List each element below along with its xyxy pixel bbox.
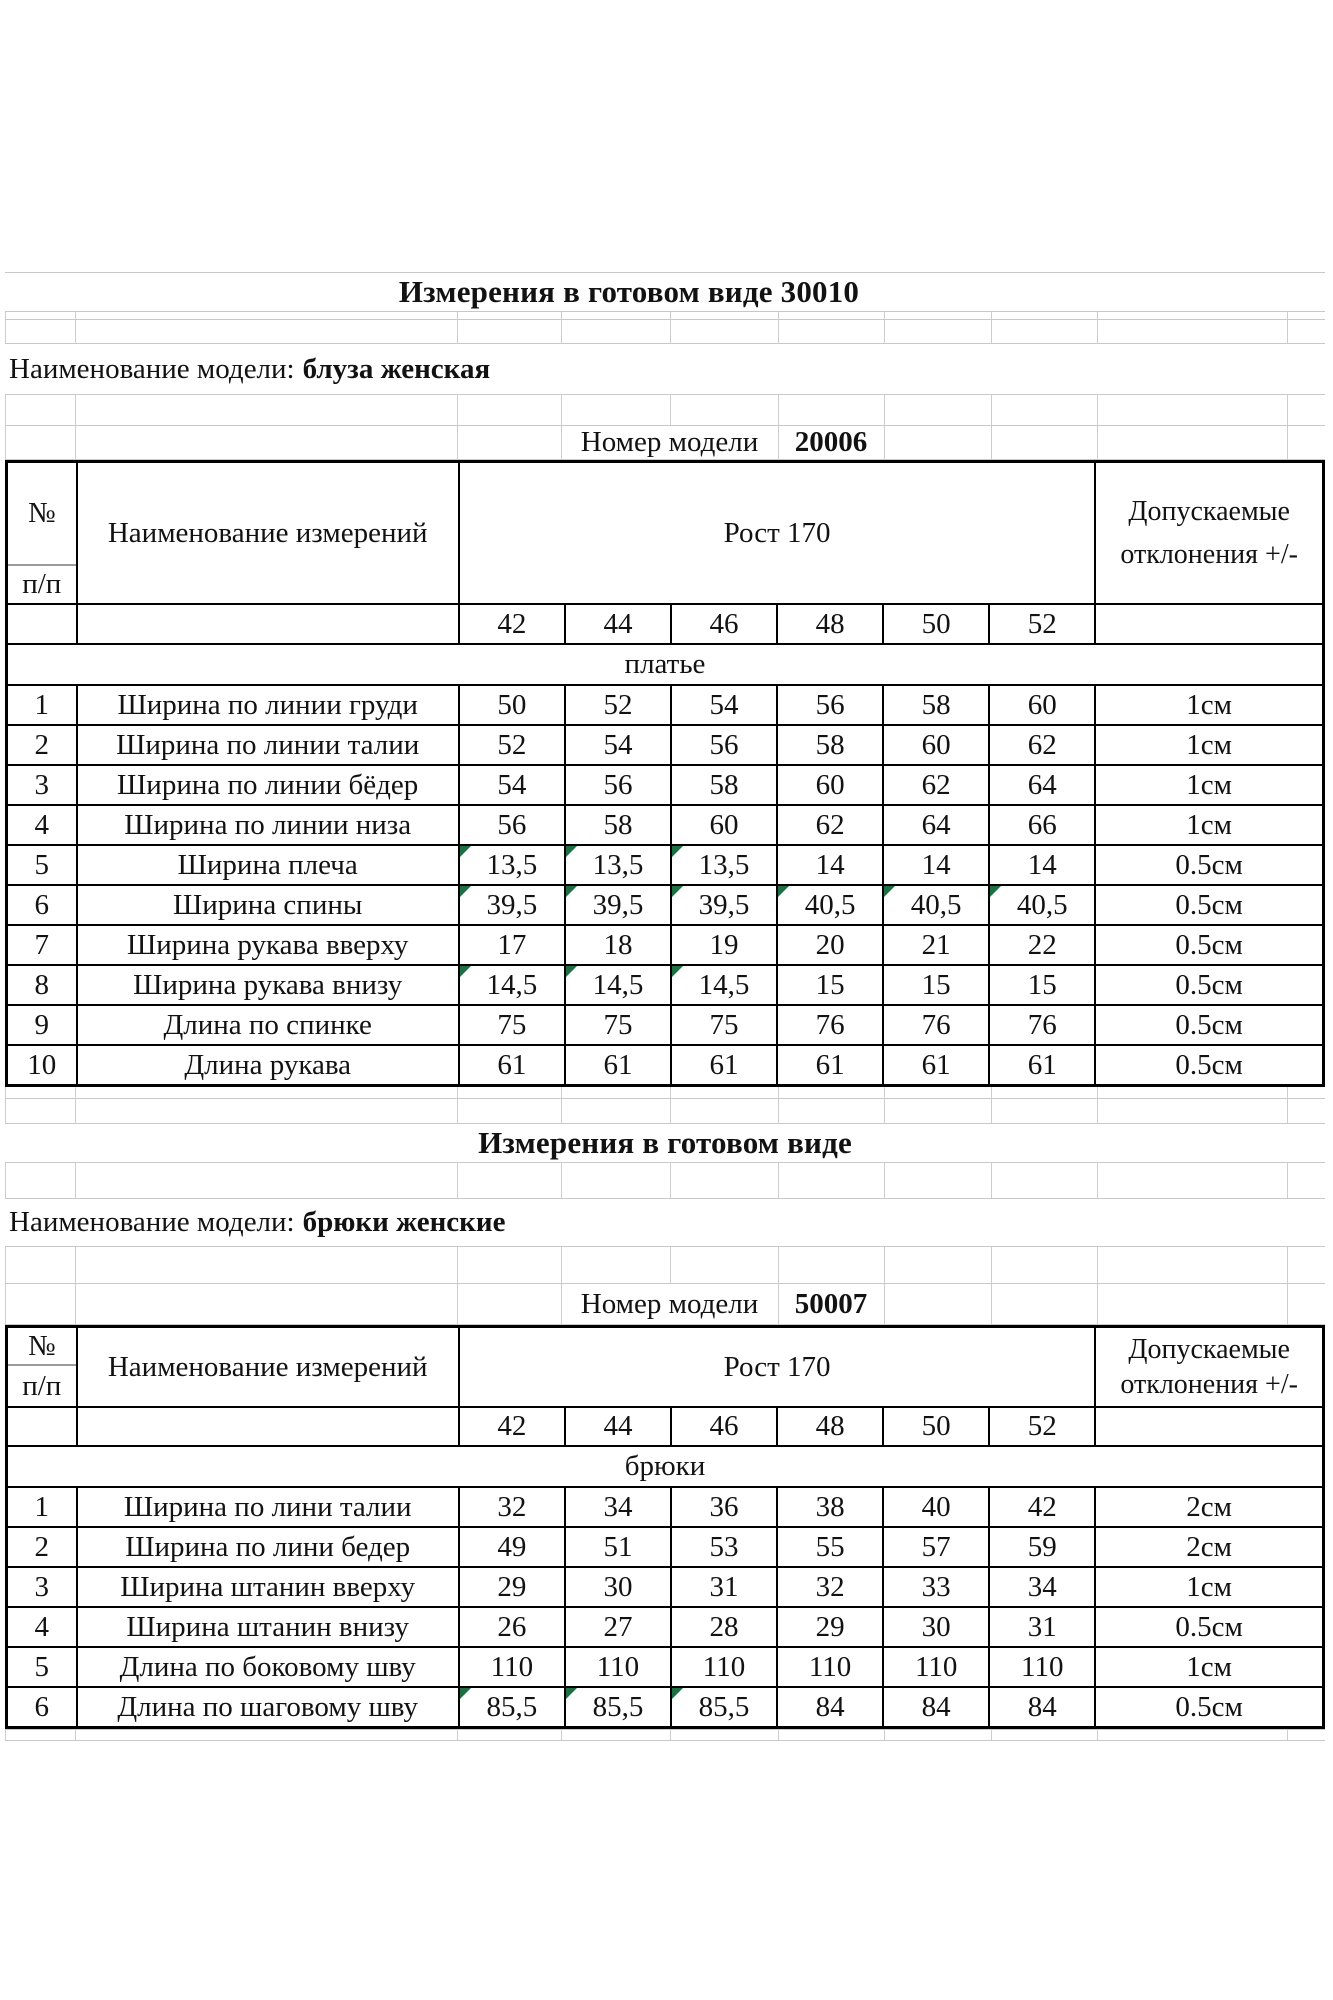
size-value: 59 xyxy=(989,1527,1095,1567)
row-number: 5 xyxy=(7,845,77,885)
size-value: 58 xyxy=(565,805,671,845)
measurement-name-header: Наименование измерений xyxy=(77,1327,459,1408)
num-pp: п/п xyxy=(22,1370,62,1403)
measurement-row xyxy=(7,845,1324,885)
tolerance-value: 1см xyxy=(1095,1567,1323,1607)
measurement-row xyxy=(7,965,1324,1005)
sizes-row xyxy=(7,1407,1324,1446)
size-value: 110 xyxy=(989,1647,1095,1687)
measurement-row xyxy=(7,685,1324,725)
size-value: 61 xyxy=(671,1045,777,1086)
size-value: 14 xyxy=(883,845,989,885)
size-value: 14,5 xyxy=(565,965,671,1005)
size-header: 48 xyxy=(777,1407,883,1446)
num-header-cell xyxy=(7,462,77,605)
size-value: 75 xyxy=(671,1005,777,1045)
size-value: 22 xyxy=(989,925,1095,965)
model-name: блуза женская xyxy=(302,352,491,385)
model-number-value: 50007 xyxy=(794,1287,868,1320)
tolerance-value: 1см xyxy=(1095,805,1323,845)
size-value: 84 xyxy=(989,1687,1095,1728)
tolerance-value: 0.5см xyxy=(1095,845,1323,885)
size-value: 56 xyxy=(565,765,671,805)
tolerance-header: Допускаемые отклонения +/- xyxy=(1095,462,1323,605)
size-value: 56 xyxy=(777,685,883,725)
size-value: 61 xyxy=(459,1045,565,1086)
tolerance-value: 0.5см xyxy=(1095,925,1323,965)
size-value: 76 xyxy=(883,1005,989,1045)
row-number: 4 xyxy=(7,1607,77,1647)
measurement-label: Ширина плеча xyxy=(77,845,459,885)
size-value: 29 xyxy=(777,1607,883,1647)
size-value: 40,5 xyxy=(883,885,989,925)
model-number-value: 20006 xyxy=(794,426,868,458)
size-value: 110 xyxy=(565,1647,671,1687)
size-value: 61 xyxy=(989,1045,1095,1086)
size-value: 31 xyxy=(671,1567,777,1607)
size-value: 61 xyxy=(883,1045,989,1086)
measurement-row xyxy=(7,1527,1324,1567)
size-value: 39,5 xyxy=(459,885,565,925)
size-value: 30 xyxy=(565,1567,671,1607)
size-value: 62 xyxy=(777,805,883,845)
size-value: 64 xyxy=(989,765,1095,805)
size-header: 50 xyxy=(883,604,989,644)
size-value: 13,5 xyxy=(459,845,565,885)
measurement-label: Ширина штанин внизу xyxy=(77,1607,459,1647)
measurement-row xyxy=(7,1687,1324,1728)
measurement-label: Ширина по линии низа xyxy=(77,805,459,845)
empty-row-band xyxy=(5,1163,1325,1199)
tolerance-value: 0.5см xyxy=(1095,1005,1323,1045)
empty-row-band xyxy=(5,1099,1325,1124)
size-header: 52 xyxy=(989,604,1095,644)
size-value: 60 xyxy=(883,725,989,765)
size-value: 84 xyxy=(883,1687,989,1728)
size-value: 55 xyxy=(777,1527,883,1567)
size-value: 53 xyxy=(671,1527,777,1567)
size-value: 32 xyxy=(459,1487,565,1527)
table-header-row xyxy=(7,1327,1324,1408)
garment-row xyxy=(7,644,1324,685)
empty-row-band xyxy=(5,1247,1325,1284)
size-value: 18 xyxy=(565,925,671,965)
tolerance-value: 2см xyxy=(1095,1487,1323,1527)
row-number: 6 xyxy=(7,1687,77,1728)
measurement-row xyxy=(7,885,1324,925)
size-value: 54 xyxy=(565,725,671,765)
measurement-label: Ширина по линии груди xyxy=(77,685,459,725)
size-header: 42 xyxy=(459,1407,565,1446)
size-value: 62 xyxy=(883,765,989,805)
size-value: 75 xyxy=(565,1005,671,1045)
size-value: 32 xyxy=(777,1567,883,1607)
empty-row-band xyxy=(5,320,1325,344)
measurement-row xyxy=(7,765,1324,805)
section2-title: Измерения в готовом виде xyxy=(5,1124,1325,1163)
tolerance-value: 0.5см xyxy=(1095,965,1323,1005)
size-value: 61 xyxy=(565,1045,671,1086)
size-value: 49 xyxy=(459,1527,565,1567)
size-value: 56 xyxy=(671,725,777,765)
size-value: 34 xyxy=(989,1567,1095,1607)
size-value: 39,5 xyxy=(671,885,777,925)
size-value: 76 xyxy=(989,1005,1095,1045)
size-value: 15 xyxy=(989,965,1095,1005)
model-name: брюки женские xyxy=(302,1206,506,1238)
size-value: 110 xyxy=(459,1647,565,1687)
measurement-row xyxy=(7,1647,1324,1687)
tolerance-value: 2см xyxy=(1095,1527,1323,1567)
size-value: 13,5 xyxy=(565,845,671,885)
size-value: 85,5 xyxy=(671,1687,777,1728)
size-value: 54 xyxy=(459,765,565,805)
measurement-label: Ширина рукава внизу xyxy=(77,965,459,1005)
sheet-content xyxy=(5,272,1325,1741)
size-value: 58 xyxy=(777,725,883,765)
num-pp: п/п xyxy=(22,568,62,601)
sizes-row xyxy=(7,604,1324,644)
size-header: 44 xyxy=(565,1407,671,1446)
tolerance-value: 1см xyxy=(1095,1647,1323,1687)
garment-name: брюки xyxy=(7,1446,1324,1487)
row-number: 3 xyxy=(7,1567,77,1607)
measurement-row xyxy=(7,805,1324,845)
measurements-table-blouse xyxy=(5,460,1325,1087)
tolerance-value: 1см xyxy=(1095,685,1323,725)
row-number: 10 xyxy=(7,1045,77,1086)
measurement-label: Ширина по лини талии xyxy=(77,1487,459,1527)
size-value: 28 xyxy=(671,1607,777,1647)
size-value: 26 xyxy=(459,1607,565,1647)
size-header: 46 xyxy=(671,1407,777,1446)
size-value: 58 xyxy=(671,765,777,805)
tolerance-value: 1см xyxy=(1095,725,1323,765)
tolerance-value: 0.5см xyxy=(1095,1687,1323,1728)
measurement-row xyxy=(7,1005,1324,1045)
size-value: 14,5 xyxy=(671,965,777,1005)
size-value: 58 xyxy=(883,685,989,725)
row-number: 6 xyxy=(7,885,77,925)
size-header: 46 xyxy=(671,604,777,644)
size-value: 54 xyxy=(671,685,777,725)
row-number: 1 xyxy=(7,1487,77,1527)
tolerance-value: 1см xyxy=(1095,765,1323,805)
model-label: Наименование модели: xyxy=(9,1206,295,1238)
size-value: 14 xyxy=(777,845,883,885)
size-value: 60 xyxy=(989,685,1095,725)
size-value: 30 xyxy=(883,1607,989,1647)
size-value: 14,5 xyxy=(459,965,565,1005)
row-number: 4 xyxy=(7,805,77,845)
measurement-row xyxy=(7,1607,1324,1647)
size-value: 85,5 xyxy=(459,1687,565,1728)
size-value: 40,5 xyxy=(989,885,1095,925)
row-number: 2 xyxy=(7,1527,77,1567)
row-number: 3 xyxy=(7,765,77,805)
size-value: 75 xyxy=(459,1005,565,1045)
measurement-label: Длина по шаговому шву xyxy=(77,1687,459,1728)
size-header: 52 xyxy=(989,1407,1095,1446)
size-value: 39,5 xyxy=(565,885,671,925)
table-header-row xyxy=(7,462,1324,605)
section1-model-row xyxy=(5,344,1325,395)
tolerance-header: Допускаемые отклонения +/- xyxy=(1095,1327,1323,1408)
size-value: 20 xyxy=(777,925,883,965)
size-value: 15 xyxy=(883,965,989,1005)
model-number-label: Номер модели xyxy=(580,1287,759,1320)
size-header: 50 xyxy=(883,1407,989,1446)
size-value: 52 xyxy=(565,685,671,725)
size-value: 110 xyxy=(671,1647,777,1687)
section1-title: Измерения в готовом виде 30010 xyxy=(5,272,1325,312)
empty-row-band xyxy=(5,395,1325,426)
size-value: 14 xyxy=(989,845,1095,885)
size-value: 85,5 xyxy=(565,1687,671,1728)
measurement-row xyxy=(7,1045,1324,1086)
size-value: 21 xyxy=(883,925,989,965)
height-header: Рост 170 xyxy=(459,1327,1095,1408)
measurement-label: Ширина рукава вверху xyxy=(77,925,459,965)
garment-row xyxy=(7,1446,1324,1487)
row-number: 5 xyxy=(7,1647,77,1687)
size-value: 110 xyxy=(883,1647,989,1687)
num-header-cell xyxy=(7,1327,77,1408)
size-value: 17 xyxy=(459,925,565,965)
size-value: 40 xyxy=(883,1487,989,1527)
size-value: 33 xyxy=(883,1567,989,1607)
size-value: 51 xyxy=(565,1527,671,1567)
size-value: 110 xyxy=(777,1647,883,1687)
measurement-row xyxy=(7,1567,1324,1607)
size-value: 66 xyxy=(989,805,1095,845)
measurement-label: Ширина штанин вверху xyxy=(77,1567,459,1607)
height-header: Рост 170 xyxy=(459,462,1095,605)
size-value: 38 xyxy=(777,1487,883,1527)
size-value: 50 xyxy=(459,685,565,725)
size-header: 44 xyxy=(565,604,671,644)
size-value: 13,5 xyxy=(671,845,777,885)
size-value: 15 xyxy=(777,965,883,1005)
model-label: Наименование модели: xyxy=(9,352,295,385)
num-sign: № xyxy=(8,1328,76,1366)
measurement-label: Ширина по лини бедер xyxy=(77,1527,459,1567)
size-value: 42 xyxy=(989,1487,1095,1527)
empty-row-band xyxy=(5,312,1325,320)
measurement-label: Длина рукава xyxy=(77,1045,459,1086)
size-value: 60 xyxy=(777,765,883,805)
size-value: 57 xyxy=(883,1527,989,1567)
measurement-label: Ширина по линии талии xyxy=(77,725,459,765)
empty-row-band xyxy=(5,1729,1325,1741)
section2-model-row xyxy=(5,1199,1325,1247)
tolerance-value: 0.5см xyxy=(1095,1045,1323,1086)
empty-row-band xyxy=(5,1087,1325,1099)
size-value: 62 xyxy=(989,725,1095,765)
measurement-label: Ширина спины xyxy=(77,885,459,925)
size-value: 61 xyxy=(777,1045,883,1086)
size-value: 52 xyxy=(459,725,565,765)
measurement-name-header: Наименование измерений xyxy=(77,462,459,605)
size-value: 40,5 xyxy=(777,885,883,925)
size-value: 31 xyxy=(989,1607,1095,1647)
measurement-label: Длина по спинке xyxy=(77,1005,459,1045)
measurements-table-trousers xyxy=(5,1325,1325,1729)
size-header: 48 xyxy=(777,604,883,644)
num-sign: № xyxy=(8,463,76,566)
section2-model-number-row xyxy=(5,1284,1325,1325)
size-value: 29 xyxy=(459,1567,565,1607)
size-value: 76 xyxy=(777,1005,883,1045)
size-value: 56 xyxy=(459,805,565,845)
row-number: 1 xyxy=(7,685,77,725)
size-value: 84 xyxy=(777,1687,883,1728)
size-value: 60 xyxy=(671,805,777,845)
size-value: 36 xyxy=(671,1487,777,1527)
measurement-row xyxy=(7,925,1324,965)
size-value: 64 xyxy=(883,805,989,845)
row-number: 7 xyxy=(7,925,77,965)
model-number-label: Номер модели xyxy=(580,426,759,458)
section1-model-number-row xyxy=(5,426,1325,460)
measurement-label: Ширина по линии бёдер xyxy=(77,765,459,805)
size-header: 42 xyxy=(459,604,565,644)
measurement-row xyxy=(7,725,1324,765)
measurement-label: Длина по боковому шву xyxy=(77,1647,459,1687)
garment-name: платье xyxy=(7,644,1324,685)
measurement-row xyxy=(7,1487,1324,1527)
tolerance-value: 0.5см xyxy=(1095,1607,1323,1647)
row-number: 9 xyxy=(7,1005,77,1045)
size-value: 34 xyxy=(565,1487,671,1527)
size-value: 27 xyxy=(565,1607,671,1647)
row-number: 8 xyxy=(7,965,77,1005)
row-number: 2 xyxy=(7,725,77,765)
size-value: 19 xyxy=(671,925,777,965)
tolerance-value: 0.5см xyxy=(1095,885,1323,925)
